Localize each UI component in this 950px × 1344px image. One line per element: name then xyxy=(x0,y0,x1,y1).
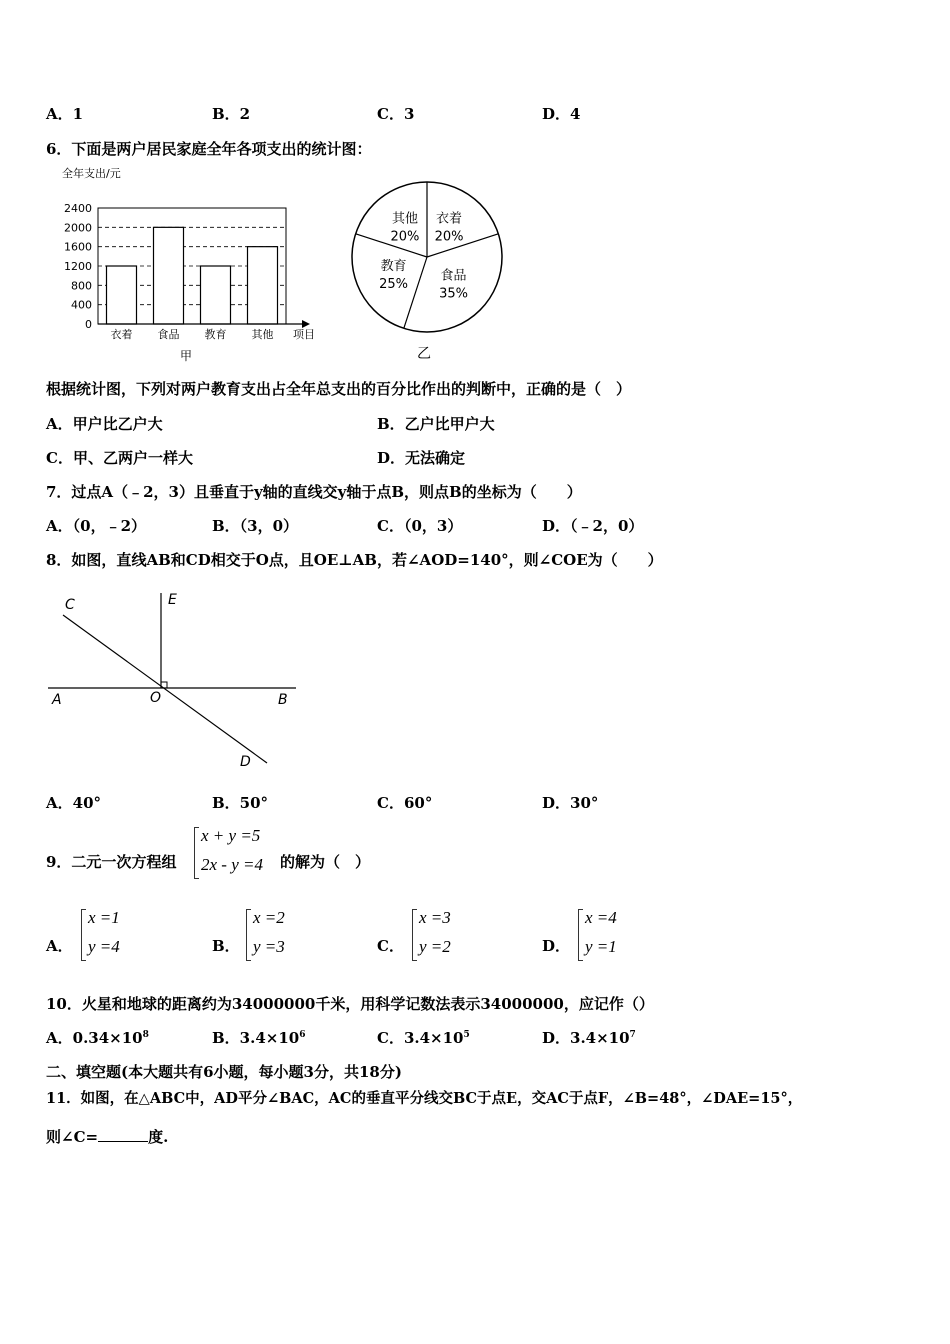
line-cd xyxy=(63,615,267,763)
y-tick-label: 400 xyxy=(71,298,92,312)
bar-chart-bars xyxy=(107,227,278,324)
pie-label-衣着: 衣着 xyxy=(436,211,463,227)
q7-stem: 7．过点A（﹣2，3）且垂直于y轴的直线交y轴于点B，则点B的坐标为（ ） xyxy=(46,483,582,501)
q9-option-b-line2: y =3 xyxy=(253,937,285,956)
pie-chart-title: 乙 xyxy=(417,346,431,362)
q9-option-a-line1: x =1 xyxy=(88,908,120,927)
x-tick-label: 教育 xyxy=(204,328,227,341)
y-tick-label: 1600 xyxy=(64,240,92,254)
label-d: D xyxy=(240,754,251,770)
q9-option-a-brace xyxy=(81,909,86,961)
q11-stem: 11．如图，在△ABC中，AD平分∠BAC，AC的垂直平分线交BC于点E，交AC于点F，∠B=48°，∠DAE=15°， xyxy=(46,1090,803,1107)
q9-option-a-line2: y =4 xyxy=(88,937,120,956)
x-tick-label: 衣着 xyxy=(110,328,133,341)
q8-option-b: B．50° xyxy=(212,794,269,812)
q10-option-b: B．$3.4\times 10^6$ xyxy=(212,1029,306,1047)
q9-eq2: 2x - y =4 xyxy=(201,855,263,874)
q9-option-c-line2: y =2 xyxy=(419,937,451,956)
pie-value-教育: 25% xyxy=(379,277,409,293)
label-c: C xyxy=(65,597,75,613)
q8-figure xyxy=(40,585,310,775)
q9-system-brace xyxy=(194,827,199,879)
q11-answer-blank[interactable] xyxy=(98,1127,148,1142)
label-o: O xyxy=(150,690,162,706)
y-tick-label: 800 xyxy=(71,279,92,293)
q11-line2: 则∠C= 度. xyxy=(46,1128,169,1146)
q8-option-d: D．30° xyxy=(542,794,599,812)
q9-option-b-brace xyxy=(246,909,251,961)
q9-option-c-label: C． xyxy=(377,937,404,955)
q9-suffix: 的解为（ ） xyxy=(280,853,371,871)
y-tick-label: 1200 xyxy=(64,260,92,273)
bar-教育 xyxy=(201,266,231,324)
q9-option-d-label: D． xyxy=(542,937,571,955)
q6-option-a: A．甲户比乙户大 xyxy=(46,415,163,433)
bar-chart-jia xyxy=(40,160,340,365)
q5-option-d: D．4 xyxy=(542,105,581,123)
q7-option-a: A．（0，﹣2） xyxy=(46,517,147,535)
y-tick-label: 2400 xyxy=(64,202,92,215)
q8-option-a: A．40° xyxy=(46,794,102,812)
q10-stem: 10．火星和地球的距离约为34000000千米，用科学记数法表示34000000，应记作（） xyxy=(46,995,654,1013)
pie-label-食品: 食品 xyxy=(440,268,467,284)
q9-prefix: 9．二元一次方程组 xyxy=(46,853,177,871)
q9-option-c-line1: x =3 xyxy=(419,908,451,927)
q9-option-d-line2: y =1 xyxy=(585,937,617,956)
q9-option-d-brace xyxy=(578,909,583,961)
bar-食品 xyxy=(154,227,184,324)
label-b: B xyxy=(278,692,288,708)
q6-option-b: B．乙户比甲户大 xyxy=(377,415,495,433)
q6-stem: 6．下面是两户居民家庭全年各项支出的统计图： xyxy=(46,140,372,158)
q7-option-c: C．（0，3） xyxy=(377,517,463,535)
q6-question: 根据统计图，下列对两户教育支出占全年总支出的百分比作出的判断中，正确的是（ ） xyxy=(46,380,632,398)
section2-title: 二、填空题(本大题共有6小题，每小题3分，共18分) xyxy=(46,1063,402,1081)
x-axis-arrow-icon xyxy=(302,320,310,328)
q5-option-a: A．1 xyxy=(46,105,84,123)
bar-chart-ylabel: 全年支出/元 xyxy=(62,167,121,180)
pie-label-教育: 教育 xyxy=(380,259,407,275)
pie-value-食品: 35% xyxy=(439,286,468,302)
q5-option-c: C．3 xyxy=(377,105,415,123)
x-tick-label: 其他 xyxy=(251,328,274,341)
label-a: A xyxy=(52,692,62,708)
q9-eq1: x + y =5 xyxy=(201,826,261,845)
q10-option-a: A．$0.34\times 10^8$ xyxy=(46,1029,149,1047)
y-tick-label: 2000 xyxy=(64,221,92,235)
q8-option-c: C．60° xyxy=(377,794,433,812)
q9-option-a-label: A． xyxy=(46,937,73,955)
q6-option-c: C．甲、乙两户一样大 xyxy=(46,449,193,467)
x-tick-label: 食品 xyxy=(157,328,180,341)
q5-option-b: B．2 xyxy=(212,105,251,123)
q9-option-c-brace xyxy=(412,909,417,961)
q9-option-d-line1: x =4 xyxy=(585,908,617,927)
pie-label-其他: 其他 xyxy=(391,211,418,227)
pie-value-其他: 20% xyxy=(390,229,420,245)
bar-chart-xticks xyxy=(111,327,274,341)
bar-chart-yticks xyxy=(64,202,92,331)
q7-option-d: D．（﹣2，0） xyxy=(542,517,644,535)
q9-option-b-line1: x =2 xyxy=(253,908,285,927)
q10-option-c: C．$3.4\times 10^5$ xyxy=(377,1029,470,1047)
y-tick-label: 0 xyxy=(85,318,92,331)
q9-option-b-label: B． xyxy=(212,937,240,955)
bar-chart-xlabel: 项目 xyxy=(293,328,315,341)
pie-chart-slices xyxy=(352,182,502,332)
bar-其他 xyxy=(248,247,278,324)
q10-option-d: D．$3.4\times 10^7$ xyxy=(542,1029,636,1047)
bar-chart-title: 甲 xyxy=(180,349,193,363)
bar-衣着 xyxy=(107,266,137,324)
q8-stem: 8．如图，直线AB和CD相交于O点，且OE⊥AB，若∠AOD=140°，则∠COE为（ ） xyxy=(46,551,663,569)
q6-option-d: D．无法确定 xyxy=(377,449,466,467)
pie-chart-yi xyxy=(345,175,515,365)
pie-value-衣着: 20% xyxy=(434,229,464,245)
q7-option-b: B．（3，0） xyxy=(212,517,299,535)
label-e: E xyxy=(168,592,177,608)
